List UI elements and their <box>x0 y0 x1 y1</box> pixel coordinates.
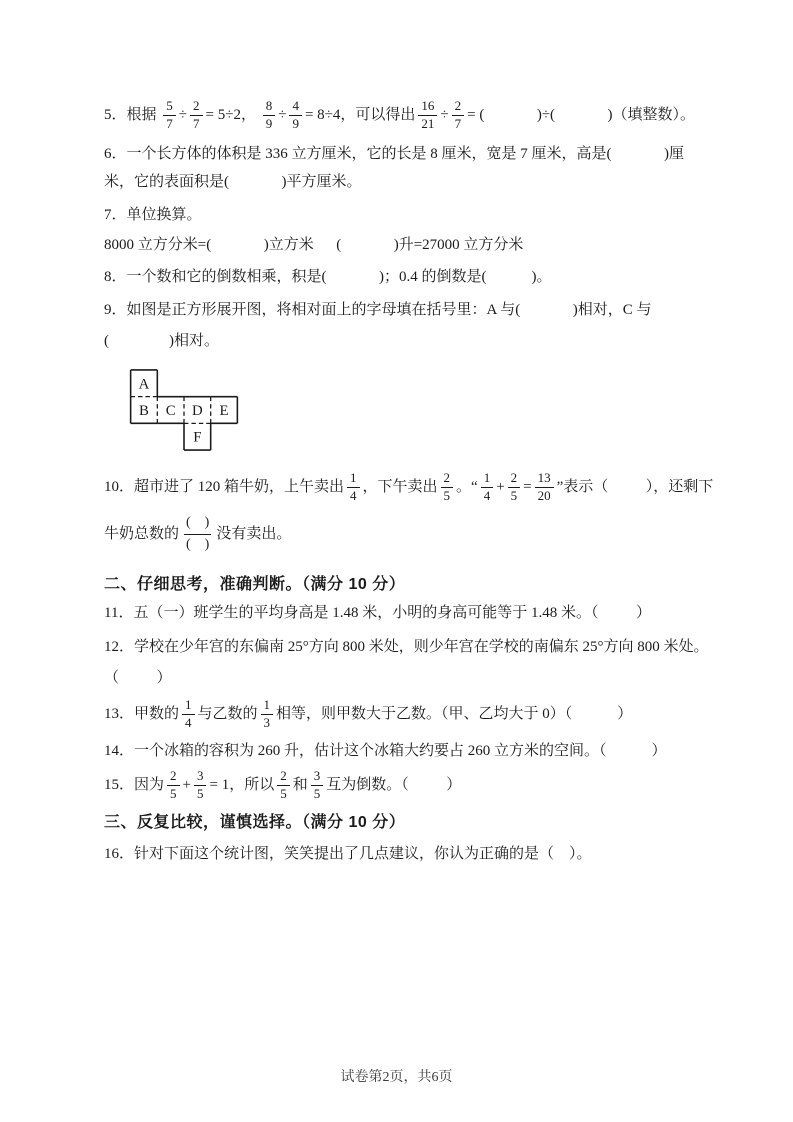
fraction-denominator: 5 <box>443 487 451 503</box>
fraction-denominator: 4 <box>483 487 491 503</box>
fraction <box>182 698 195 731</box>
net-cell-label: F <box>193 429 202 446</box>
fraction <box>452 99 465 132</box>
fraction <box>347 471 360 504</box>
fraction <box>277 769 290 802</box>
fraction-numerator: 13 <box>535 471 554 488</box>
text-run: 相等，则甲数大于乙数。（甲、乙均大于 0）（ ） <box>276 706 633 722</box>
fraction-denominator: 5 <box>313 785 321 801</box>
text-run: 牛奶总数的 <box>104 526 180 542</box>
text-run: = <box>523 479 532 495</box>
fraction <box>508 471 521 504</box>
page-footer <box>0 1066 793 1086</box>
net-cell-label: B <box>139 402 149 419</box>
net-cell-label: D <box>191 402 203 419</box>
section-heading-3: 三、反复比较，谨慎选择。（满分 10 分） <box>104 814 406 831</box>
text-run: 14．一个冰箱的容积为 260 升，估计这个冰箱大约要占 260 立方米的空间。（ ） <box>104 743 667 759</box>
fraction <box>289 99 302 132</box>
fraction-denominator: 9 <box>292 115 299 131</box>
text-run: 米，它的表面积是( )平方厘米。 <box>104 174 362 190</box>
text-run: 15．因为 <box>104 777 165 793</box>
fraction-numerator: 16 <box>418 99 437 116</box>
fraction <box>441 471 454 504</box>
question-9-line-2 <box>104 331 716 351</box>
text-run: = 8÷4，可以得出 <box>304 107 416 123</box>
fraction <box>194 769 207 802</box>
text-run: 和 <box>292 777 308 793</box>
fraction-numerator: 1 <box>182 698 195 715</box>
text-run: + <box>496 479 505 495</box>
text-run: 16．针对下面这个统计图，笑笑提出了几点建议，你认为正确的是（ ）。 <box>104 846 592 862</box>
fraction-numerator: 2 <box>277 769 290 786</box>
question-11 <box>104 603 716 623</box>
net-cell-label: C <box>165 402 176 419</box>
text-run: 12．学校在少年宫的东偏南 25°方向 800 米处，则少年宫在学校的南偏东 25°方向 800 米处。 <box>104 639 709 655</box>
blank-fraction <box>184 515 211 554</box>
fraction-numerator: 2 <box>167 769 180 786</box>
text-run: 10．超市进了 120 箱牛奶，上午卖出 <box>104 479 345 495</box>
text-run: 8．一个数和它的倒数相乘，积是( )；0.4 的倒数是( )。 <box>104 269 552 285</box>
text-run: ÷ <box>440 107 449 123</box>
question-6-line-2 <box>104 172 716 192</box>
fraction-denominator: 5 <box>170 785 177 801</box>
text-run: 13．甲数的 <box>104 706 180 722</box>
fraction-denominator: 4 <box>185 714 192 730</box>
fraction <box>167 769 180 802</box>
question-14 <box>104 741 716 761</box>
text-run: （ ） <box>104 670 172 686</box>
text-run: ÷ <box>178 107 187 123</box>
fraction-denominator: 7 <box>193 115 200 131</box>
fraction-denominator: 20 <box>537 487 551 503</box>
text-run: + <box>182 777 191 793</box>
question-6-line-1 <box>104 144 716 164</box>
fraction-numerator: 8 <box>263 99 276 116</box>
question-12-line-1 <box>104 637 716 657</box>
question-7 <box>104 205 716 225</box>
question-12-line-2 <box>104 668 716 688</box>
fraction-denominator: 5 <box>280 785 287 801</box>
text-run: 。“ <box>456 479 478 495</box>
fraction <box>163 99 176 132</box>
text-run: = ( )÷( )（填整数）。 <box>467 107 696 123</box>
text-run: = 5÷2， <box>205 107 260 123</box>
section-heading-2: 二、仔细思考，准确判断。（满分 10 分） <box>104 576 406 593</box>
net-cell-label: A <box>138 376 150 393</box>
cube-net-diagram <box>128 368 240 452</box>
text-run: ÷ <box>278 107 287 123</box>
fraction-denominator: 3 <box>263 714 271 730</box>
text-run: ，下午卖出 <box>362 479 438 495</box>
text-run: 5．根据 <box>104 107 161 123</box>
fraction-numerator: ( ) <box>184 515 211 535</box>
question-16 <box>104 844 716 864</box>
question-10-line-2 <box>104 509 716 559</box>
fraction-denominator: 9 <box>265 115 273 131</box>
question-8 <box>104 267 716 287</box>
question-13 <box>104 694 716 734</box>
fraction-denominator: 21 <box>421 115 435 131</box>
text-run: 互为倒数。（ ） <box>326 777 462 793</box>
question-5 <box>104 93 716 137</box>
text-run: 8000 立方分米=( )立方米 ( )升=27000 立方分米 <box>104 237 524 253</box>
fraction-numerator: 2 <box>452 99 465 116</box>
fraction <box>481 471 494 504</box>
fraction-denominator: ( ) <box>186 536 210 552</box>
fraction-denominator: 4 <box>350 487 357 503</box>
exam-page-content <box>104 93 716 864</box>
fraction-numerator: 5 <box>163 99 176 116</box>
fraction-numerator: 1 <box>261 698 274 715</box>
fraction-numerator: 2 <box>441 471 454 488</box>
fraction-denominator: 7 <box>454 115 462 131</box>
text-run: 11．五（一）班学生的平均身高是 1.48 米，小明的身高可能等于 1.48 米。（ ） <box>104 605 651 621</box>
question-15 <box>104 765 716 805</box>
text-run: 与乙数的 <box>197 706 258 722</box>
text-run: ( )相对。 <box>104 333 219 349</box>
fraction-denominator: 5 <box>510 487 518 503</box>
fraction-numerator: 4 <box>289 99 302 116</box>
fraction-numerator: 1 <box>347 471 360 488</box>
fraction-numerator: 1 <box>481 471 494 488</box>
fraction-numerator: 2 <box>508 471 521 488</box>
fraction <box>261 698 274 731</box>
fraction <box>418 99 437 132</box>
fraction <box>311 769 324 802</box>
fraction <box>535 471 554 504</box>
text-run: 没有卖出。 <box>216 526 292 542</box>
text-run: 6．一个长方体的体积是 336 立方厘米，它的长是 8 厘米，宽是 7 厘米，高是( )厘 <box>104 146 684 162</box>
fraction-numerator: 2 <box>190 99 203 116</box>
page-footer-text: 试卷第2页，共6页 <box>340 1070 453 1085</box>
fraction <box>263 99 276 132</box>
question-10-line-1 <box>104 465 716 509</box>
text-run: 9．如图是正方形展开图，将相对面上的字母填在括号里：A 与( )相对，C 与 <box>104 302 652 318</box>
text-run: = 1，所以 <box>209 777 275 793</box>
fraction-denominator: 7 <box>166 115 173 131</box>
net-cell-label: E <box>219 402 229 419</box>
fraction-numerator: 3 <box>311 769 324 786</box>
fraction <box>190 99 203 132</box>
fraction-numerator: 3 <box>194 769 207 786</box>
fraction-denominator: 5 <box>196 785 204 801</box>
question-7-conversions <box>104 235 716 255</box>
text-run: ”表示（ ），还剩下 <box>556 479 714 495</box>
question-9-line-1 <box>104 300 716 320</box>
text-run: 7．单位换算。 <box>104 207 202 223</box>
